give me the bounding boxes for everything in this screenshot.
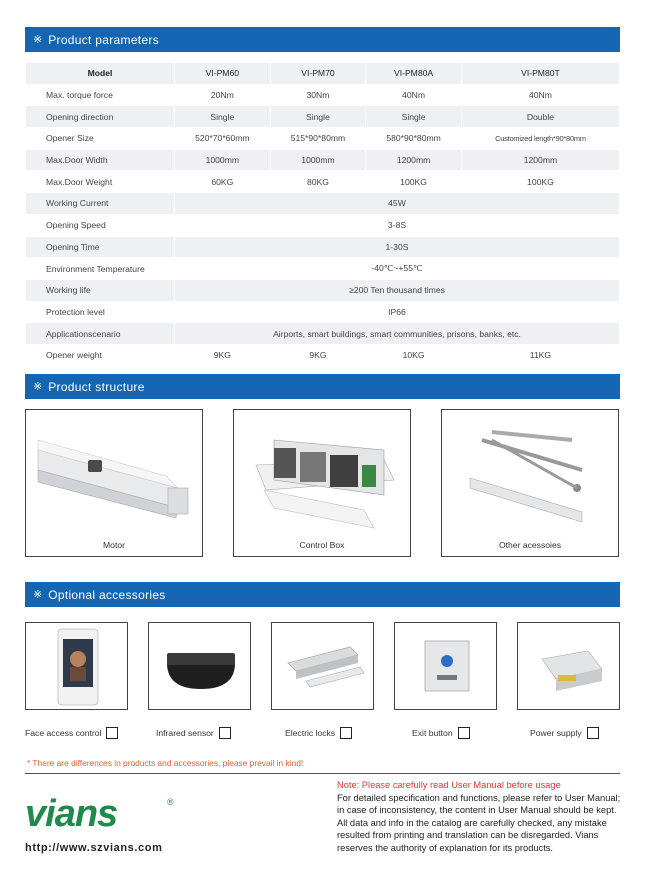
row-value: 1-30S bbox=[175, 236, 620, 258]
row-value: 11KG bbox=[461, 344, 619, 366]
row-value: 1200mm bbox=[461, 149, 619, 171]
table-row bbox=[26, 171, 620, 193]
vians-logo-mark bbox=[25, 793, 185, 833]
row-label: Max.Door Width bbox=[26, 149, 175, 171]
row-value: Single bbox=[366, 106, 462, 128]
row-value: 30Nm bbox=[270, 84, 366, 106]
row-label: Opener Size bbox=[26, 128, 175, 150]
accessories-image bbox=[442, 410, 620, 558]
exit-button-checkbox[interactable] bbox=[458, 727, 470, 739]
row-label: Working Current bbox=[26, 193, 175, 215]
table-row bbox=[26, 214, 620, 236]
table-row bbox=[26, 323, 620, 345]
row-value: 1000mm bbox=[270, 149, 366, 171]
table-row bbox=[26, 149, 620, 171]
accessory-option-power bbox=[530, 726, 599, 740]
structure-motor bbox=[25, 409, 203, 557]
accessory-exit-button bbox=[394, 622, 497, 710]
row-value: 9KG bbox=[175, 344, 271, 366]
table-row bbox=[26, 258, 620, 280]
usage-note bbox=[337, 779, 622, 855]
power-supply-checkbox[interactable] bbox=[587, 727, 599, 739]
header-cell: VI-PM60 bbox=[175, 63, 271, 85]
row-value: 60KG bbox=[175, 171, 271, 193]
power-supply-image bbox=[518, 623, 621, 711]
logo-text: vians bbox=[25, 793, 118, 833]
parameters-table bbox=[25, 62, 620, 367]
infrared-sensor-image bbox=[149, 623, 252, 711]
accessories-banner bbox=[25, 582, 620, 607]
option-label: Infrared sensor bbox=[156, 728, 214, 738]
row-value: Double bbox=[461, 106, 619, 128]
header-cell: VI-PM80T bbox=[461, 63, 619, 85]
accessory-option-face bbox=[25, 726, 118, 740]
row-value: 520*70*60mm bbox=[175, 128, 271, 150]
row-value: 40Nm bbox=[366, 84, 462, 106]
accessory-infrared-sensor bbox=[148, 622, 251, 710]
option-label: Power supply bbox=[530, 728, 582, 738]
structure-caption: Other acessoies bbox=[498, 540, 562, 550]
structure-caption: Motor bbox=[103, 540, 125, 550]
row-label: Max. torque force bbox=[26, 84, 175, 106]
row-value: IP66 bbox=[175, 301, 620, 323]
row-label: Max.Door Weight bbox=[26, 171, 175, 193]
accessory-electric-locks bbox=[271, 622, 374, 710]
row-value: 45W bbox=[175, 193, 620, 215]
row-value: 100KG bbox=[461, 171, 619, 193]
row-value: 3-8S bbox=[175, 214, 620, 236]
table-row bbox=[26, 236, 620, 258]
vians-logo bbox=[25, 793, 185, 838]
table-row bbox=[26, 279, 620, 301]
accessory-power-supply bbox=[517, 622, 620, 710]
row-value: 1200mm bbox=[366, 149, 462, 171]
usage-note-heading: Note: Please carefully read User Manual before usage bbox=[337, 780, 561, 790]
row-value: 580*90*80mm bbox=[366, 128, 462, 150]
registered-mark: ® bbox=[167, 797, 174, 807]
table-row bbox=[26, 84, 620, 106]
row-label: Opening Speed bbox=[26, 214, 175, 236]
row-value: 1000mm bbox=[175, 149, 271, 171]
section-mark: ※ bbox=[33, 34, 43, 46]
table-header-row bbox=[26, 63, 620, 85]
table-row bbox=[26, 301, 620, 323]
row-value: ≥200 Ten thousand times bbox=[175, 279, 620, 301]
header-cell: VI-PM80A bbox=[366, 63, 462, 85]
control-box-image bbox=[234, 410, 412, 558]
structure-title: Product structure bbox=[48, 379, 145, 394]
row-label: Applicationscenario bbox=[26, 323, 175, 345]
parameters-title: Product parameters bbox=[48, 32, 159, 47]
accessory-option-infrared bbox=[156, 726, 231, 740]
footer-divider bbox=[25, 773, 620, 774]
row-label: Protection level bbox=[26, 301, 175, 323]
accessory-option-exit bbox=[412, 726, 470, 740]
header-cell: VI-PM70 bbox=[270, 63, 366, 85]
motor-image bbox=[26, 410, 204, 558]
row-value: 10KG bbox=[366, 344, 462, 366]
accessory-face-access bbox=[25, 622, 128, 710]
row-label: Opener weight bbox=[26, 344, 175, 366]
option-label: Electric locks bbox=[285, 728, 336, 738]
exit-button-image bbox=[395, 623, 498, 711]
table-row bbox=[26, 193, 620, 215]
section-mark: ※ bbox=[33, 381, 43, 393]
usage-note-paragraph: For detailed specification and functions, please refer to User Manual; in case of inconsistency, the content in User Manual should be kept. bbox=[337, 792, 621, 816]
structure-control-box bbox=[233, 409, 411, 557]
option-label: Face access control bbox=[25, 728, 102, 738]
differences-note: * There are differences in products and accessories, please prevail in kind! bbox=[27, 758, 304, 768]
row-value: 100KG bbox=[366, 171, 462, 193]
usage-note-paragraph: All data and info in the catalog are carefully checked, any mistake resulted from printing and translation can be disregarded. Vians reserves the authority of explanation for its products. bbox=[337, 817, 607, 853]
table-row bbox=[26, 106, 620, 128]
electric-locks-checkbox[interactable] bbox=[340, 727, 352, 739]
row-value: 20Nm bbox=[175, 84, 271, 106]
section-mark: ※ bbox=[33, 589, 43, 601]
row-value: 40Nm bbox=[461, 84, 619, 106]
row-label: Opening Time bbox=[26, 236, 175, 258]
row-value: Single bbox=[270, 106, 366, 128]
face-access-image bbox=[26, 623, 129, 711]
row-label: Working life bbox=[26, 279, 175, 301]
infrared-sensor-checkbox[interactable] bbox=[219, 727, 231, 739]
option-label: Exit button bbox=[412, 728, 453, 738]
accessory-option-locks bbox=[285, 726, 352, 740]
row-label: Environment Temperature bbox=[26, 258, 175, 280]
electric-locks-image bbox=[272, 623, 375, 711]
structure-banner bbox=[25, 374, 620, 399]
table-row bbox=[26, 344, 620, 366]
row-value: -40℃~+55℃ bbox=[175, 258, 620, 280]
row-value: Airports, smart buildings, smart communities, prisons, banks, etc. bbox=[175, 323, 620, 345]
face-access-checkbox[interactable] bbox=[106, 727, 118, 739]
website-url[interactable]: http://www.szvians.com bbox=[25, 842, 163, 854]
table-row bbox=[26, 128, 620, 150]
parameters-banner bbox=[25, 27, 620, 52]
row-label: Opening direction bbox=[26, 106, 175, 128]
row-value: Single bbox=[175, 106, 271, 128]
row-value: 80KG bbox=[270, 171, 366, 193]
accessories-title: Optional accessories bbox=[48, 587, 166, 602]
structure-caption: Control Box bbox=[299, 540, 345, 550]
row-value: Customized length*90*80mm bbox=[461, 128, 619, 150]
header-cell: Model bbox=[26, 63, 175, 85]
structure-accessories bbox=[441, 409, 619, 557]
row-value: 9KG bbox=[270, 344, 366, 366]
row-value: 515*90*80mm bbox=[270, 128, 366, 150]
